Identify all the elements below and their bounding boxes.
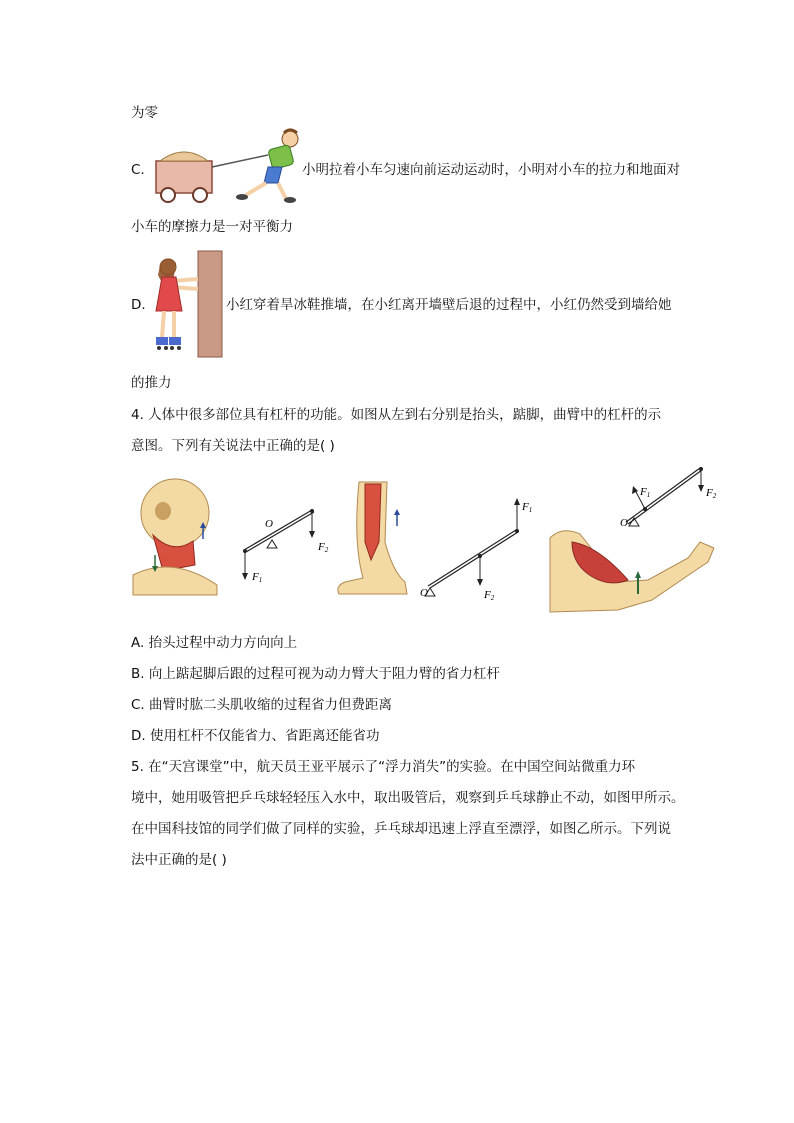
option-c-text: 小明拉着小车匀速向前运动运动时，小明对小车的拉力和地面对 (302, 162, 680, 178)
force-f1-label: F1 (640, 486, 651, 499)
fulcrum-label: O (420, 587, 428, 599)
skull (141, 479, 209, 547)
option-b-continuation: 为零 (131, 105, 158, 121)
lever-bar (244, 510, 312, 550)
q4-option-c[interactable]: C. 曲臂时肱二头肌收缩的过程省力但费距离 (131, 697, 393, 713)
option-d-letter: D. (131, 297, 146, 313)
option-d-text: 小红穿着旱冰鞋推墙，在小红离开墙壁后退的过程中，小红仍然受到墙给她 (226, 297, 672, 313)
skate-left (156, 337, 168, 345)
q4-option-b[interactable]: B. 向上踮起脚后跟的过程可视为动力臂大于阻力臂的省力杠杆 (131, 666, 500, 682)
q5-stem-line3: 在中国科技馆的同学们做了同样的实验，乒乓球却迅速上浮直至漂浮，如图乙所示。下列说 (131, 821, 671, 837)
boy-shorts (264, 167, 282, 183)
wall (198, 251, 222, 357)
skate-right (169, 337, 181, 345)
cart-wheel-right (193, 188, 207, 202)
head-lever-diagram (236, 500, 336, 590)
q4-stem-line2: 意图。下列有关说法中正确的是( ) (131, 438, 335, 454)
q5-stem-line4: 法中正确的是( ) (131, 852, 227, 868)
q4-stem-line1: 4. 人体中很多部位具有杠杆的功能。如图从左到右分别是抬头，踮脚，曲臂中的杠杆的示 (131, 407, 662, 423)
option-c-continuation: 小车的摩擦力是一对平衡力 (131, 219, 293, 235)
boy-shirt (268, 144, 294, 169)
option-c-letter: C. (131, 162, 145, 178)
fulcrum (267, 540, 277, 548)
cart-load (160, 152, 208, 161)
fulcrum-label: O (620, 517, 628, 529)
force-f1-label: F1 (522, 501, 533, 514)
q5-stem-line1: 5. 在“天宫课堂”中，航天员王亚平展示了“浮力消失”的实验。在中国空间站微重力环 (131, 759, 636, 775)
rope (212, 155, 268, 167)
q5-stem-line2: 境中，她用吸管把乒乓球轻轻压入水中，取出吸管后，观察到乒乓球静止不动，如图甲所示。 (131, 790, 685, 806)
foot-anatomy-figure (335, 482, 410, 595)
roller-skate-wall-illustration (150, 249, 223, 359)
head-neck-anatomy-figure (133, 475, 218, 595)
cart-wheel-left (161, 188, 175, 202)
force-f1-label: F1 (252, 571, 263, 584)
arm-lever-figure (548, 462, 728, 614)
q4-option-a[interactable]: A. 抬头过程中动力方向向上 (131, 635, 298, 651)
force-f2-label: F2 (318, 541, 329, 554)
foot-lever-diagram (418, 494, 533, 604)
force-f2-label: F2 (484, 589, 495, 602)
force-f2-label: F2 (706, 487, 717, 500)
shoulder (133, 567, 217, 595)
fulcrum-label: O (265, 518, 273, 530)
lever-bar (428, 530, 516, 586)
cart-pull-illustration (150, 127, 302, 205)
option-d-continuation: 的推力 (131, 375, 172, 391)
q4-option-d[interactable]: D. 使用杠杆不仅能省力、省距离还能省功 (131, 728, 380, 744)
